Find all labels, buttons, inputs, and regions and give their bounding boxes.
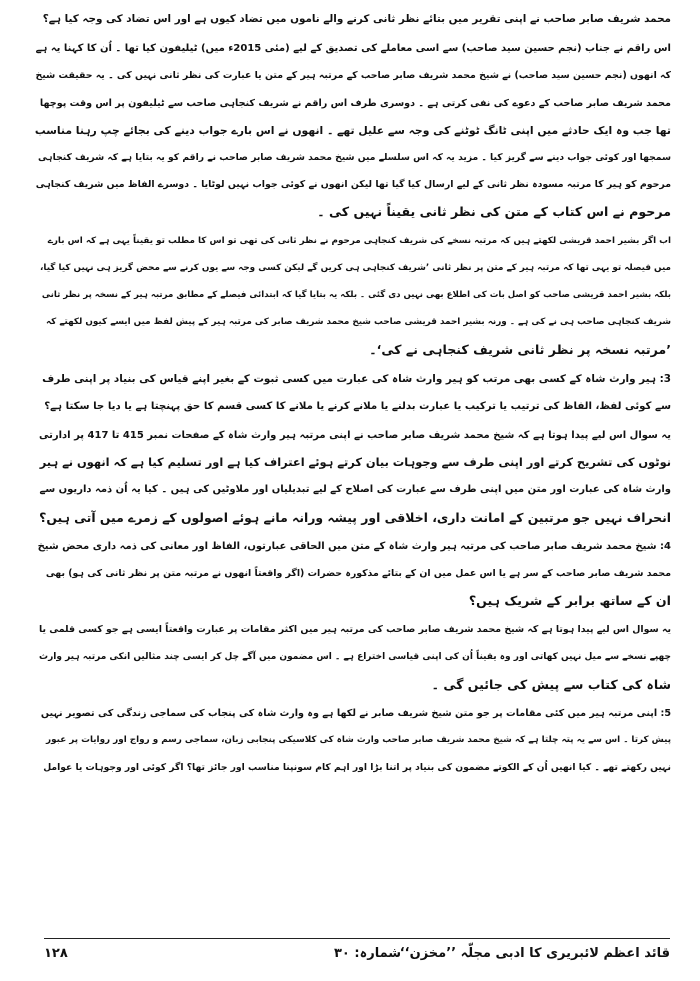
text-line: اب اگر بشیر احمد قریشی لکھتے ہیں کہ مرتبہ نسخے کی شریف کنجاہی مرحوم نے نظر ثانی کی تھی تو اس کا مطلب تو یقیناً یہی ہے کہ اس بارے: [47, 235, 671, 246]
text-line: تھا جب وہ ایک حادثے میں اپنی ٹانگ ٹوٹنے کی وجہ سے علیل تھے ۔ انھوں نے اس بارے جواب دینے کی بجائے چپ رہنا مناسب: [34, 123, 671, 137]
text-line: سمجھا اور کوئی جواب دینے سے گریز کیا ۔ مزید یہ کہ اس سلسلے میں شیخ محمد شریف صابر صاحب نے راقم کو یہ بتایا ہے کہ شریف کنجاہی: [38, 152, 671, 164]
footer-divider: [44, 938, 670, 939]
text-line: ’مرتبہ نسخہ پر نظر ثانی شریف کنجاہی نے کی‘۔: [369, 342, 671, 358]
text-line: پیش کرتا ۔ اس سے یہ پتہ چلتا ہے کہ شیخ محمد شریف صابر صاحب وارث شاہ کی کلاسیکی پنجابی زبان، سماجی رسم و رواج اور روایات پر عبور: [46, 735, 671, 746]
text-line: اس راقم نے جناب (نجم حسین سید صاحب) سے اسی معاملے کی تصدیق کے لیے (مئی 2015ء میں) ٹیلیفون کیا تھا ۔ اُن کا کہنا یہ ہے: [35, 43, 671, 55]
text-line: وارث شاہ کی عبارت اور متن میں اپنی طرف سے عبارت کی اصلاح کے لیے تبدیلیاں اور ملاوٹیں کی ہیں ۔ کیا یہ اُن ذمہ داریوں سے: [39, 484, 671, 496]
paragraph-question-intro: [34, 6, 671, 33]
paragraph-question-3: [34, 366, 671, 420]
article-body: [34, 6, 671, 784]
page-number: ۱۲۸: [44, 946, 68, 961]
page-footer: [44, 946, 670, 972]
text-line: انحراف نہیں جو مرتبین کے امانت داری، اخلاقی اور پیشہ ورانہ مانے ہوئے اصولوں کے زمرے میں آتی ہیں؟: [39, 509, 671, 525]
text-line: شریف کنجاہی صاحب ہی نے کی ہے ۔ ورنہ بشیر احمد قریشی صاحب شیخ محمد شریف صابر کی مرتبہ ہیر کے پیش لفظ میں ایسے کیوں لکھتے کہ: [46, 317, 671, 328]
text-line: مرحوم کو ہیر کا مرتبہ مسودہ نظر ثانی کے لیے ارسال کیا گیا تھا لیکن انھوں نے کوئی جواب نہیں لوٹایا ۔ دوسرے الفاظ میں شریف کنجاہی: [35, 179, 671, 191]
text-line: محمد شریف صابر صاحب کے دعوے کی نفی کرتی ہے ۔ دوسری طرف اس راقم نے شریف کنجاہی صاحب سے ٹیلیفون پر اس وقت پوچھا: [39, 97, 671, 109]
text-line: محمد شریف صابر صاحب کے سر ہے یا اس عمل میں ان کے بتائے مذکورہ حضرات (اگر واقعتاً انھوں نے مرتبہ متن پر نظر ثانی کی ہو) بھی: [45, 568, 671, 580]
text-line: 4: شیخ محمد شریف صابر صاحب کی مرتبہ ہیر وارث شاہ کے متن میں الحاقی عبارتوں، الفاظ اور معانی کی ذمہ داری محض شیخ: [37, 540, 671, 552]
issue-number: شمارہ: ۳۰: [334, 946, 402, 961]
text-line: یہ سوال اس لیے پیدا ہوتا ہے کہ شیخ محمد شریف صابر صاحب نے اپنی مرتبہ ہیر وارث شاہ کے صفحات نمبر 415 تا 417 پر ادارتی: [38, 430, 671, 442]
text-line: نوٹوں کی تشریح کرتے اور اپنی طرف سے وجوہات بیان کرتے ہوئے اعتراف کیا ہے اور تسلیم کیا ہے کہ انھوں نے ہیر: [39, 455, 671, 470]
text-line: شاہ کی کتاب سے پیش کی جائیں گی ۔: [431, 676, 671, 692]
paragraph-najm-hussain: [34, 35, 671, 225]
journal-name: قائد اعظم لائبریری کا ادبی مجلّہ ’’مخزن‘‘: [399, 946, 670, 961]
paragraph-question-4: [34, 533, 671, 615]
text-line: یہ سوال اس لیے پیدا ہوتا ہے کہ شیخ محمد شریف صابر صاحب کی مرتبہ ہیر میں اکثر مقامات پر عبارت واقعتاً ایسی ہے جو کسی قلمی یا: [38, 624, 671, 636]
text-line: ان کے ساتھ برابر کے شریک ہیں؟: [468, 593, 671, 609]
text-line: 5: اپنی مرتبہ ہیر میں کئی مقامات پر جو متن شیخ شریف صابر نے لکھا ہے وہ وارث شاہ کی پنجاب کی سماجی زندگی کی تصویر نہیں: [40, 708, 671, 720]
text-line: محمد شریف صابر صاحب نے اپنی تقریر میں بتائے نظر ثانی کرنے والے ناموں میں تضاد کیوں ہے اور اس تضاد کی وجہ کیا ہے؟: [42, 13, 671, 25]
paragraph-question-3-reason: [34, 422, 671, 531]
paragraph-bashir-qureshi: [34, 228, 671, 364]
text-line: نہیں رکھتے تھے ۔ کیا انھیں اُن کے الکوتے مضمون کی بنیاد پر اتنا بڑا اور اہم کام سونپنا مناسب اور جائز تھا؟ اگر کوئی اور وجوہات یا عوامل: [43, 762, 671, 774]
text-line: چھپے نسخے سے میل نہیں کھاتی اور وہ یقیناً اُن کی اپنی قیاسی اختراع ہے ۔ اس مضمون میں آگے چل کر ایسی چند مثالیں انکی مرتبہ ہیر وارث: [39, 651, 671, 662]
text-line: میں فیصلہ تو یہی تھا کہ مرتبہ ہیر کے متن پر نظر ثانی ’شریف کنجاہی ہی کریں گے لیکن کسی وجہ سے یوں کرنے سے محض گریز ہی نہیں کیا گیا،: [40, 262, 671, 273]
text-line: سے کوئی لفظ، الفاظ کی ترتیب یا ترکیب یا عبارت بدلنے یا ملانے کرنے یا ملانے کا کسی قسم کا حق پہنچتا ہے یا دیا جا سکتا ہے؟: [44, 400, 671, 412]
text-line: مرحوم نے اس کتاب کے متن کی نظر ثانی یقیناً نہیں کی ۔: [317, 204, 671, 220]
text-line: 3: ہیر وارث شاہ کے کسی بھی مرتب کو ہیر وارث شاہ کی عبارت میں کسی ثبوت کے بغیر اپنے قیاس کی بنیاد پر اپنی طرف: [42, 372, 671, 385]
text-line: بلکہ بشیر احمد قریشی صاحب کو اصل بات کی اطلاع بھی نہیں دی گئی ۔ بلکہ یہ بتایا گیا کہ ابتدائی فیصلے کے مطابق مرتبہ ہیر کے نسخہ پر نظر ثانی: [41, 290, 671, 301]
paragraph-question-4-reason: [34, 616, 671, 698]
text-line: کہ انھوں (نجم حسین سید صاحب) نے شیخ محمد شریف صابر صاحب کے مرتبہ ہیر کے متن یا عبارت کی نظر ثانی نہیں کی ۔ یہ حقیقت شیخ: [35, 70, 671, 82]
paragraph-question-5: [34, 700, 671, 782]
